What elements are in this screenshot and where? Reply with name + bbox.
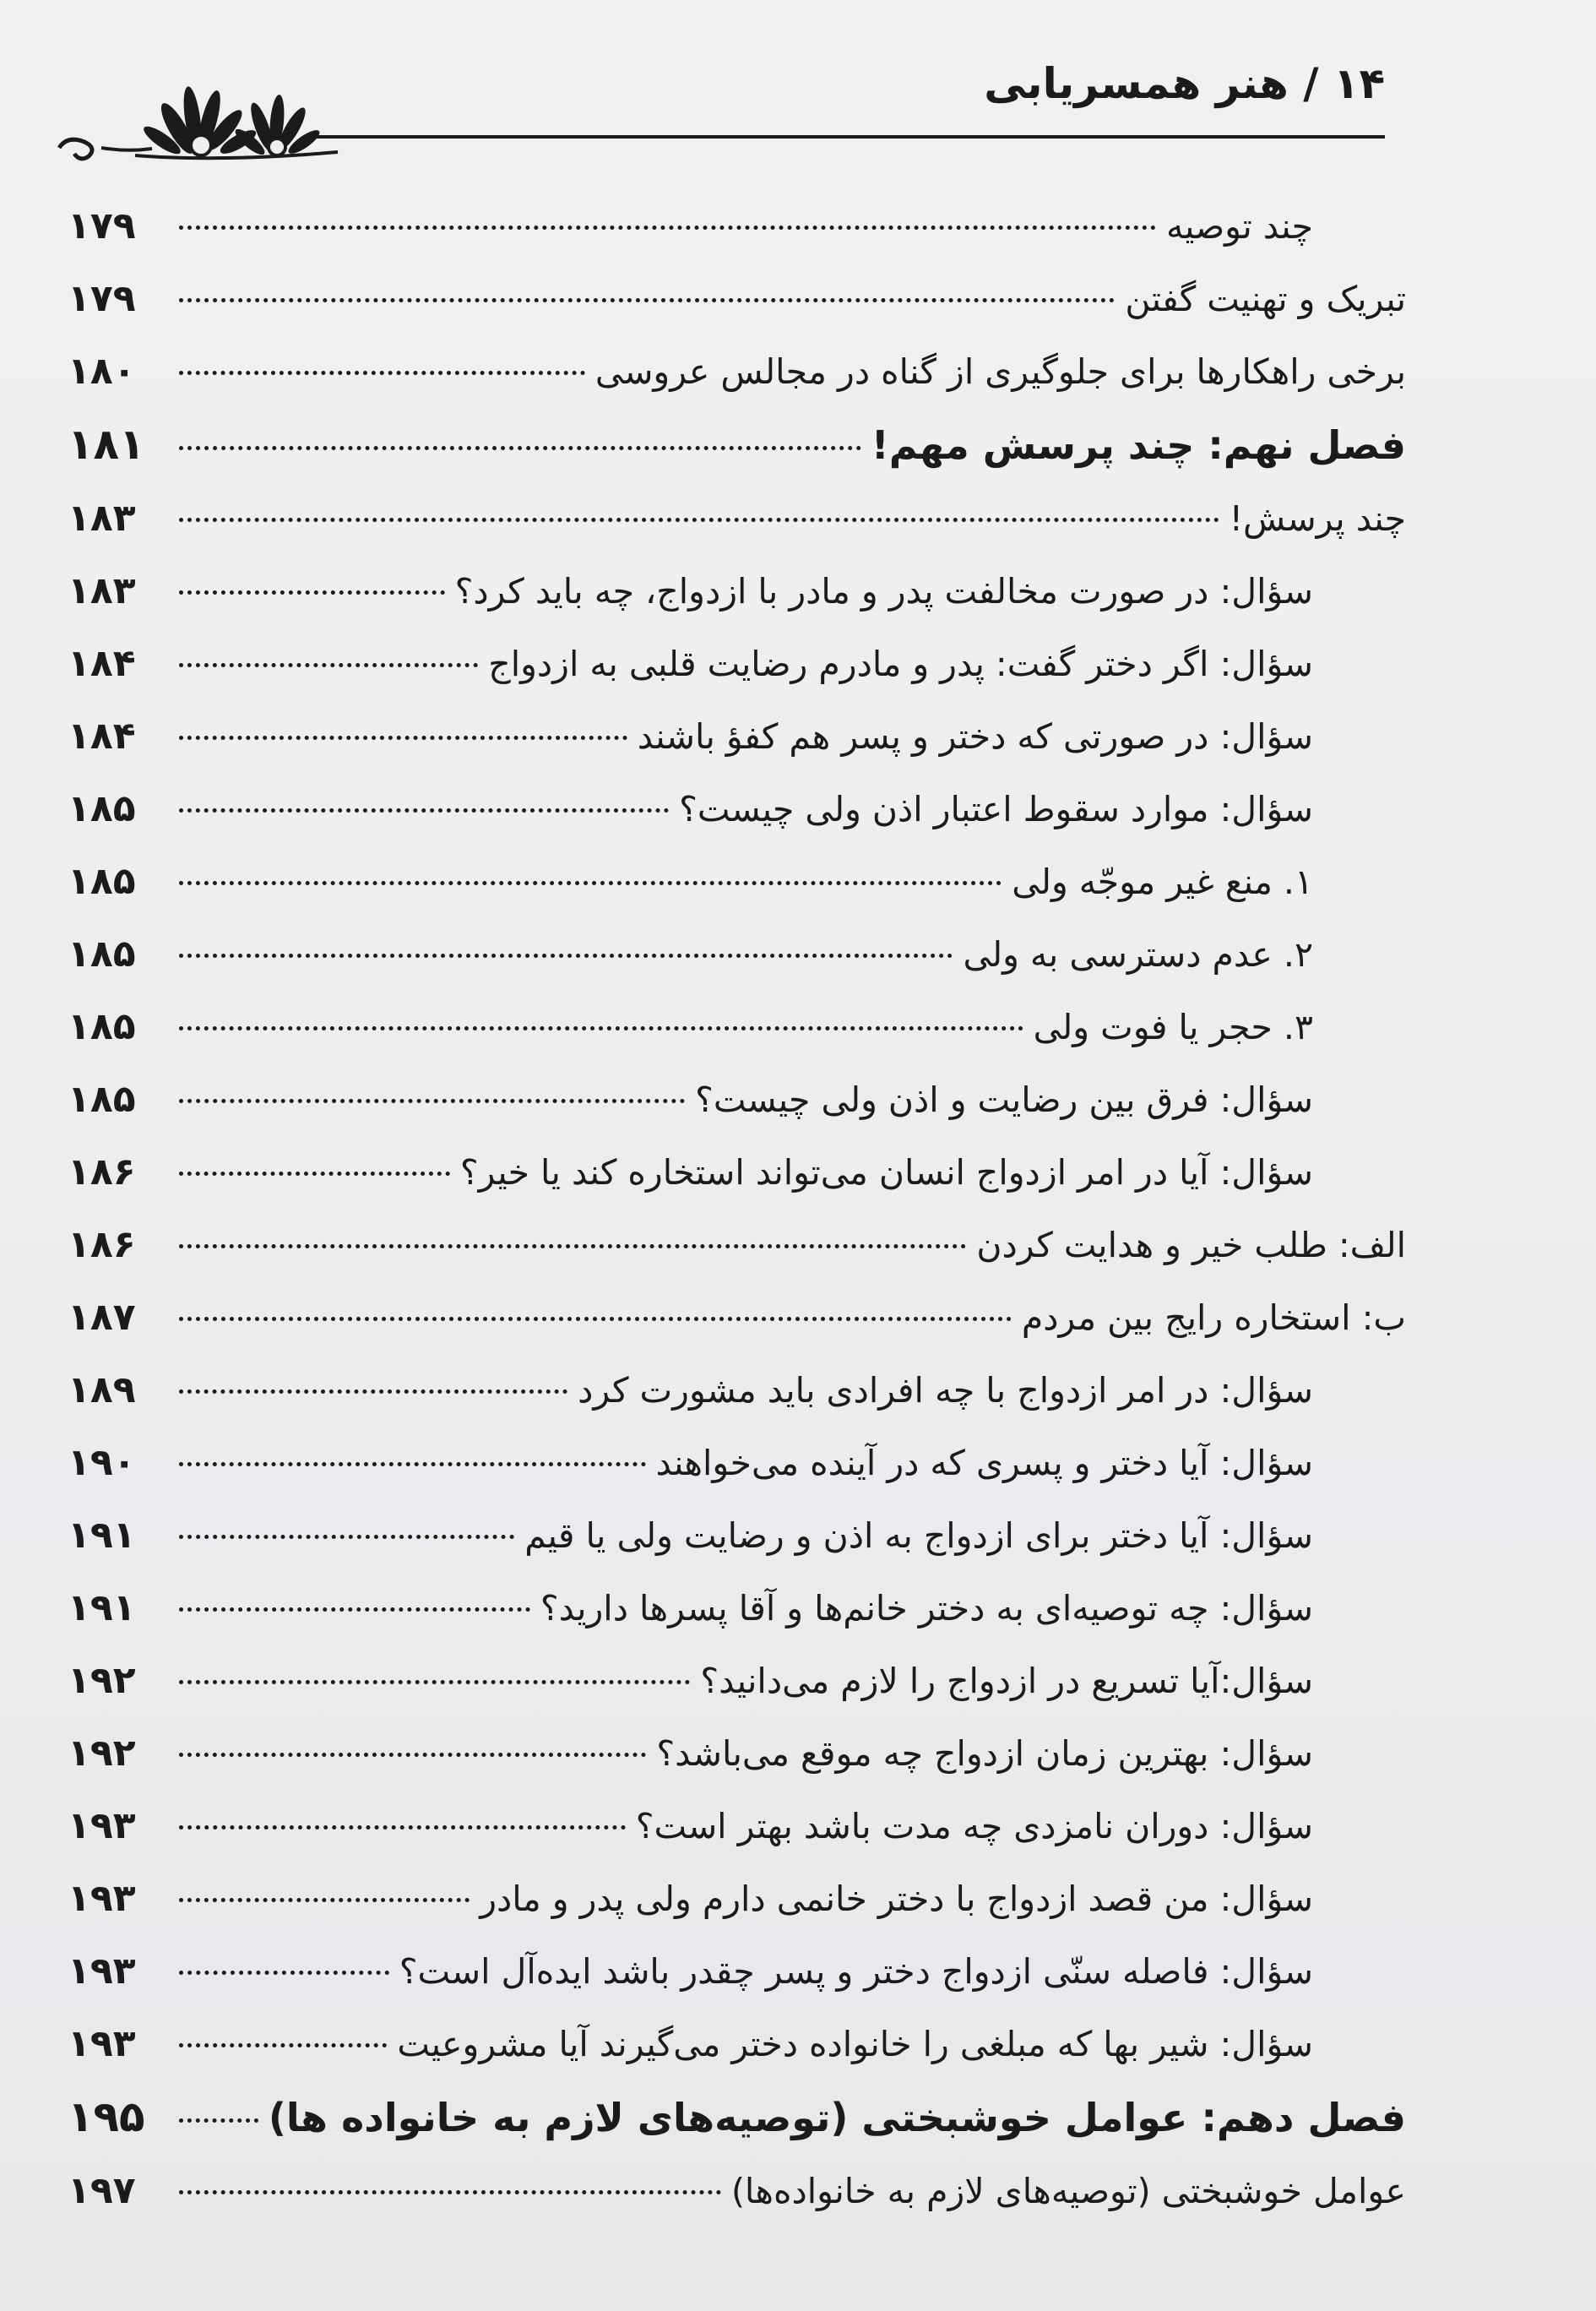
dot-leader: [179, 2043, 387, 2047]
toc-entry-text: سؤال:آیا تسریع در ازدواج را لازم می‌دانید؟: [700, 1661, 1313, 1701]
toc-row: [68, 846, 1406, 918]
toc-chapter-row: [68, 408, 1406, 482]
dot-leader: [179, 1753, 646, 1757]
dot-leader: [179, 1172, 450, 1176]
dot-leader: [179, 2190, 721, 2194]
toc-page-number: ۱۸۶: [68, 1223, 136, 1266]
dot-leader: [179, 1898, 470, 1902]
toc-row: [68, 1427, 1406, 1499]
toc-entry-text: فصل دهم: عوامل خوشبختی (توصیه‌های لازم به خانواده ها): [268, 2095, 1406, 2140]
toc-row: [68, 628, 1406, 700]
toc-page-number: ۱۸۵: [68, 787, 136, 830]
dot-leader: [179, 298, 1115, 302]
dot-leader: [179, 1317, 1012, 1321]
dot-leader: [179, 1971, 389, 1975]
toc-page-number: ۱۷۹: [68, 277, 136, 320]
toc-page-number: ۱۸۵: [68, 933, 136, 976]
toc-page-number: ۱۹۲: [68, 1732, 136, 1775]
floral-ornament-icon: [51, 68, 355, 169]
toc-entry-text: سؤال: من قصد ازدواج با دختر خانمی دارم ولی پدر و مادر: [480, 1879, 1313, 1919]
toc-row: [68, 1717, 1406, 1790]
toc-page-number: ۱۸۳: [68, 497, 136, 540]
header-rule: [304, 135, 1385, 139]
dot-leader: [179, 1389, 567, 1394]
toc-entry-text: سؤال: دوران نامزدی چه مدت باشد بهتر است؟: [635, 1806, 1313, 1846]
toc-page-number: ۱۹۷: [68, 2169, 136, 2212]
toc-entry-text: ۳. حجر یا فوت ولی: [1033, 1007, 1313, 1047]
toc-entry-text: فصل نهم: چند پرسش مهم!: [871, 422, 1406, 468]
dot-leader: [179, 1535, 514, 1539]
toc-entry-text: سؤال: شیر بها که مبلغی را خانواده دختر می‌گیرند آیا مشروعیت: [397, 2024, 1313, 2064]
toc-row: [68, 1136, 1406, 1209]
dot-leader: [179, 446, 861, 450]
toc-page-number: ۱۹۳: [68, 1949, 136, 1993]
toc-row: [68, 335, 1406, 408]
toc-entry-text: چند پرسش!: [1229, 498, 1406, 539]
toc-page-number: ۱۹۳: [68, 2022, 136, 2065]
toc-page-number: ۱۸۹: [68, 1368, 136, 1411]
toc-row: [68, 773, 1406, 846]
toc-entry-text: سؤال: آیا در امر ازدواج انسان می‌تواند استخاره کند یا خیر؟: [459, 1152, 1313, 1193]
toc-entry-text: سؤال: چه توصیه‌ای به دختر خانم‌ها و آقا پسرها دارید؟: [540, 1588, 1313, 1629]
toc-entry-text: سؤال: در صورتی که دختر و پسر هم کفؤ باشند: [637, 716, 1313, 757]
toc-row: [68, 918, 1406, 991]
toc-page-number: ۱۹۲: [68, 1659, 136, 1702]
toc-page-number: ۱۸۱: [68, 420, 145, 469]
dot-leader: [179, 663, 478, 667]
dot-leader: [179, 1026, 1023, 1030]
toc-page-number: ۱۸۵: [68, 860, 136, 903]
dot-leader: [179, 371, 585, 375]
toc-row: [68, 1063, 1406, 1136]
toc-page-number: ۱۸۶: [68, 1150, 136, 1194]
dot-leader: [179, 1462, 646, 1466]
toc-row: [68, 1499, 1406, 1572]
toc-page-number: ۱۸۵: [68, 1078, 136, 1121]
toc-page-number: ۱۸۴: [68, 642, 136, 685]
toc-entry-text: ۱. منع غیر موجّه ولی: [1012, 862, 1313, 902]
running-header-title: ۱۴ / هنر همسریابی: [984, 59, 1385, 108]
toc-page-number: ۱۸۷: [68, 1296, 136, 1339]
toc-row: [68, 1281, 1406, 1354]
toc-entry-text: سؤال: در صورت مخالفت پدر و مادر با ازدواج، چه باید کرد؟: [454, 571, 1313, 612]
toc-entry-text: سؤال: آیا دختر و پسری که در آینده می‌خواهند: [655, 1443, 1313, 1483]
dot-leader: [179, 808, 669, 813]
toc-row: [68, 482, 1406, 555]
toc-entry-text: سؤال: آیا دختر برای ازدواج به اذن و رضایت ولی یا قیم: [524, 1515, 1313, 1556]
toc-row: [68, 1935, 1406, 2008]
toc-row: [68, 700, 1406, 773]
toc-chapter-row: [68, 2080, 1406, 2155]
toc-page-number: ۱۹۳: [68, 1877, 136, 1920]
dot-leader: [179, 226, 1156, 230]
toc-entry-text: سؤال: فرق بین رضایت و اذن ولی چیست؟: [695, 1079, 1313, 1120]
dot-leader: [179, 736, 627, 740]
toc-entry-text: عوامل خوشبختی (توصیه‌های لازم به خانواده‌ها): [730, 2171, 1406, 2211]
dot-leader: [179, 1825, 626, 1830]
toc-row: [68, 1645, 1406, 1717]
toc-entry-text: برخی راهکارها برای جلوگیری از گناه در مجالس عروسی: [594, 351, 1406, 392]
dot-leader: [179, 1244, 966, 1248]
toc-page-number: ۱۹۰: [68, 1441, 136, 1484]
dot-leader: [179, 2118, 258, 2123]
toc-row: [68, 190, 1406, 263]
toc-row: [68, 2155, 1406, 2227]
dot-leader: [179, 1680, 690, 1684]
toc-page-number: ۱۹۱: [68, 1514, 136, 1557]
toc-page-number: ۱۷۹: [68, 204, 136, 247]
toc-entry-text: ب: استخاره رایج بین مردم: [1021, 1297, 1406, 1338]
dot-leader: [179, 881, 1002, 885]
toc-entry-text: تبریک و تهنیت گفتن: [1125, 279, 1406, 319]
toc-entry-text: سؤال: موارد سقوط اعتبار اذن ولی چیست؟: [679, 789, 1313, 829]
toc-row: [68, 1790, 1406, 1862]
dot-leader: [179, 1099, 685, 1103]
toc-page-number: ۱۸۳: [68, 569, 136, 612]
toc-row: [68, 1354, 1406, 1427]
dot-leader: [179, 954, 953, 958]
toc-entry-text: سؤال: در امر ازدواج با چه افرادی باید مشورت کرد: [578, 1370, 1313, 1411]
toc-page-number: ۱۸۴: [68, 715, 136, 758]
table-of-contents: [68, 190, 1406, 2227]
toc-row: [68, 1209, 1406, 1281]
toc-entry-text: چند توصیه: [1165, 206, 1313, 247]
dot-leader: [179, 590, 445, 595]
toc-entry-text: سؤال: بهترین زمان ازدواج چه موقع می‌باشد؟: [656, 1733, 1313, 1774]
toc-entry-text: ۲. عدم دسترسی به ولی: [963, 934, 1313, 975]
toc-row: [68, 991, 1406, 1063]
toc-entry-text: الف: طلب خیر و هدایت کردن: [976, 1225, 1406, 1265]
toc-entry-text: سؤال: اگر دختر گفت: پدر و مادرم رضایت قلبی به ازدواج: [488, 644, 1313, 684]
toc-page-number: ۱۹۱: [68, 1586, 136, 1629]
page-header: [51, 59, 1385, 169]
toc-row: [68, 555, 1406, 628]
toc-page-number: ۱۸۵: [68, 1005, 136, 1048]
toc-page-number: ۱۸۰: [68, 350, 136, 393]
dot-leader: [179, 518, 1219, 522]
toc-entry-text: سؤال: فاصله سنّی ازدواج دختر و پسر چقدر باشد ایده‌آل است؟: [399, 1951, 1313, 1992]
toc-page-number: ۱۹۳: [68, 1804, 136, 1847]
dot-leader: [179, 1607, 530, 1612]
toc-row: [68, 2008, 1406, 2080]
toc-row: [68, 1572, 1406, 1645]
toc-page-number: ۱۹۵: [68, 2092, 145, 2141]
toc-row: [68, 263, 1406, 335]
toc-row: [68, 1862, 1406, 1935]
